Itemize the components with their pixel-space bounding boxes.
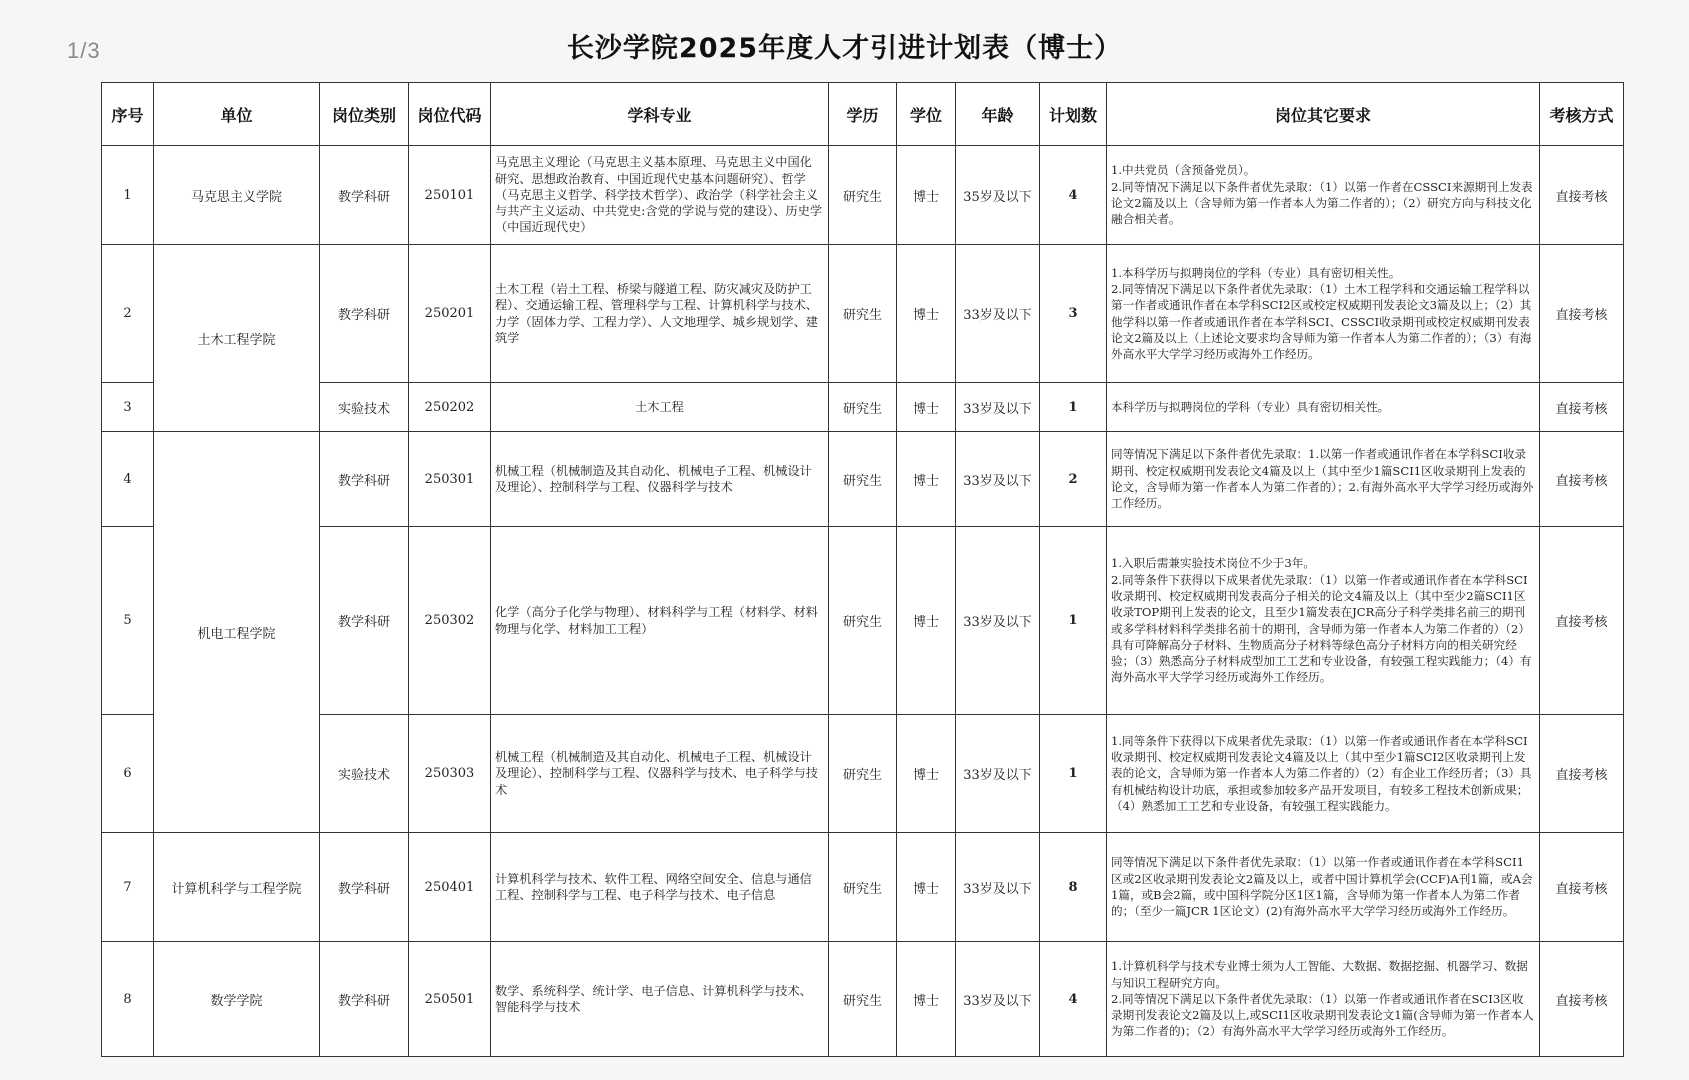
cell-category: 教学科研 [320,245,409,383]
header-subject: 学科专业 [491,83,829,146]
cell-education: 研究生 [829,942,897,1057]
table-row [102,833,1624,942]
cell-count: 1 [1040,715,1107,833]
cell-assessment: 直接考核 [1540,383,1624,432]
requirement-line: 1.中共党员（含预备党员）。 [1111,163,1256,178]
requirement-line: 1.同等条件下获得以下成果者优先录取：（1）以第一作者或通讯作者在本学科SCI收录期刊、校定权威期刊发表论文4篇及以上（其中至少1篇SCI2区收录期刊上发表的论文，含导师为第一作者本人为第二作者的）（2）有企业工作经历者；（3）具有机械结构设计功底，承担或参加较多产品开发项目，有较多工程技术创新成果；（4）熟悉加工工艺和专业设备，有较强工程实践能力。 [1111,733,1532,813]
cell-assessment: 直接考核 [1540,942,1624,1057]
cell-category: 实验技术 [320,383,409,432]
cell-requirements [1107,833,1540,942]
cell-code: 250401 [409,833,491,942]
cell-subject: 计算机科学与技术、软件工程、网络空间安全、信息与通信工程、控制科学与工程、电子科学与技术、电子信息 [491,833,829,942]
cell-seq: 5 [102,527,154,715]
cell-code: 250101 [409,146,491,245]
table-row [102,432,1624,527]
cell-age: 33岁及以下 [956,383,1040,432]
table-row [102,715,1624,833]
cell-category: 教学科研 [320,432,409,527]
cell-age: 33岁及以下 [956,942,1040,1057]
cell-code: 250501 [409,942,491,1057]
cell-subject: 化学（高分子化学与物理）、材料科学与工程（材料学、材料物理与化学、材料加工工程） [491,527,829,715]
cell-seq: 3 [102,383,154,432]
cell-age: 33岁及以下 [956,432,1040,527]
cell-requirements [1107,432,1540,527]
page-indicator: 1/3 [67,38,101,63]
requirement-line: 2.同等情况下满足以下条件者优先录取：（1）以第一作者在CSSCI来源期刊上发表论文2篇及以上（含导师为第一作者本人为第二作者的）；（2）研究方向与科技文化融合相关者。 [1111,179,1533,227]
cell-subject: 机械工程（机械制造及其自动化、机械电子工程、机械设计及理论）、控制科学与工程、仪器科学与技术、电子科学与技术 [491,715,829,833]
cell-unit: 土木工程学院 [154,245,320,432]
cell-code: 250202 [409,383,491,432]
cell-degree: 博士 [897,942,956,1057]
cell-requirements [1107,715,1540,833]
document-title: 长沙学院2025年度人才引进计划表（博士） [566,33,1123,64]
cell-unit: 计算机科学与工程学院 [154,833,320,942]
header-unit: 单位 [154,83,320,146]
cell-category: 教学科研 [320,146,409,245]
cell-count: 8 [1040,833,1107,942]
cell-count: 2 [1040,432,1107,527]
requirement-line: 2.同等情况下满足以下条件者优先录取：（1）以第一作者或通讯作者在SCI3区收录期刊发表论文2篇及以上,或SCI1区收录期刊发表论文1篇(含导师为第一作者本人为第二作者的)；（2）有海外高水平大学学习经历或海外工作经历。 [1111,991,1534,1039]
cell-degree: 博士 [897,432,956,527]
cell-requirements [1107,383,1540,432]
cell-assessment: 直接考核 [1540,245,1624,383]
header-requirements: 岗位其它要求 [1107,83,1540,146]
cell-category: 教学科研 [320,833,409,942]
cell-degree: 博士 [897,383,956,432]
cell-age: 33岁及以下 [956,715,1040,833]
cell-education: 研究生 [829,527,897,715]
cell-requirements [1107,245,1540,383]
cell-education: 研究生 [829,146,897,245]
cell-education: 研究生 [829,715,897,833]
cell-seq: 4 [102,432,154,527]
table-header-row [102,83,1624,146]
cell-unit: 马克思主义学院 [154,146,320,245]
cell-age: 33岁及以下 [956,245,1040,383]
cell-education: 研究生 [829,245,897,383]
requirement-line: 同等情况下满足以下条件者优先录取：（1）以第一作者或通讯作者在本学科SCI1区或2区收录期刊发表论文2篇及以上，或者中国计算机学会(CCF)A刊1篇，或A会1篇，或B会2篇，或中国科学院分区1区1篇，含导师为第一作者本人为第二作者的；（至少一篇JCR 1区论文）(2)有海外高水平大学学习经历或海外工作经历。 [1111,855,1533,919]
cell-subject: 机械工程（机械制造及其自动化、机械电子工程、机械设计及理论）、控制科学与工程、仪器科学与技术 [491,432,829,527]
cell-degree: 博士 [897,245,956,383]
table-row [102,146,1624,245]
header-category: 岗位类别 [320,83,409,146]
cell-degree: 博士 [897,146,956,245]
recruitment-plan-table [101,82,1624,1057]
cell-category: 教学科研 [320,527,409,715]
cell-code: 250201 [409,245,491,383]
cell-age: 33岁及以下 [956,527,1040,715]
requirement-line: 1.计算机科学与技术专业博士须为人工智能、大数据、数据挖掘、机器学习、数据与知识工程研究方向。 [1111,959,1528,990]
cell-education: 研究生 [829,833,897,942]
requirement-line: 同等情况下满足以下条件者优先录取：1.以第一作者或通讯作者在本学科SCI收录期刊、校定权威期刊发表论文4篇及以上（其中至少1篇SCI1区收录期刊上发表的论文，含导师为第一作者本人为第二作者的）；2.有海外高水平大学学习经历或海外工作经历。 [1111,447,1534,511]
table-row [102,527,1624,715]
cell-assessment: 直接考核 [1540,146,1624,245]
cell-seq: 1 [102,146,154,245]
cell-requirements [1107,527,1540,715]
requirement-line: 1.本科学历与拟聘岗位的学科（专业）具有密切相关性。 [1111,265,1401,280]
header-count: 计划数 [1040,83,1107,146]
requirement-line: 2.同等情况下满足以下条件者优先录取：（1）土木工程学科和交通运输工程学科以第一作者或通讯作者在本学科SCI2区或校定权威期刊发表论文3篇及以上；（2）其他学科以第一作者或通讯作者在本学科SCI、CSSCI收录期刊或校定权威期刊发表论文2篇及以上（上述论文要求均含导师为第一作者本人为第二作者的）；（3）有海外高水平大学学习经历或海外工作经历。 [1111,281,1532,362]
cell-degree: 博士 [897,833,956,942]
cell-code: 250303 [409,715,491,833]
cell-age: 33岁及以下 [956,833,1040,942]
cell-assessment: 直接考核 [1540,527,1624,715]
table-row [102,383,1624,432]
requirement-line: 2.同等条件下获得以下成果者优先录取：（1）以第一作者或通讯作者在本学科SCI收录期刊、校定权威期刊发表高分子相关的论文4篇及以上（其中至少2篇SCI1区收录TOP期刊上发表的论文，且至少1篇发表在JCR高分子科学类排名前三的期刊或多学科材料科学类排名前十的期刊，含导师为第一作者本人为第二作者的）（2）具有可降解高分子材料、生物质高分子材料等绿色高分子材料方向的相关研究经验；（3）熟悉高分子材料成型加工工艺和专业设备，有较强工程实践能力；（4）有海外高水平大学学习经历或海外工作经历。 [1111,572,1532,685]
header-seq: 序号 [102,83,154,146]
cell-unit: 数学学院 [154,942,320,1057]
cell-degree: 博士 [897,527,956,715]
cell-age: 35岁及以下 [956,146,1040,245]
cell-subject: 马克思主义理论（马克思主义基本原理、马克思主义中国化研究、思想政治教育、中国近现代史基本问题研究）、哲学（马克思主义哲学、科学技术哲学）、政治学（科学社会主义与共产主义运动、中共党史:含党的学说与党的建设）、历史学（中国近现代史） [491,146,829,245]
header-age: 年龄 [956,83,1040,146]
cell-seq: 7 [102,833,154,942]
cell-education: 研究生 [829,432,897,527]
cell-count: 1 [1040,383,1107,432]
cell-count: 3 [1040,245,1107,383]
header-education: 学历 [829,83,897,146]
cell-seq: 2 [102,245,154,383]
cell-requirements [1107,146,1540,245]
cell-code: 250301 [409,432,491,527]
requirement-line: 1.入职后需兼实验技术岗位不少于3年。 [1111,556,1315,571]
cell-assessment: 直接考核 [1540,833,1624,942]
cell-count: 4 [1040,146,1107,245]
cell-subject: 土木工程（岩土工程、桥梁与隧道工程、防灾减灾及防护工程）、交通运输工程、管理科学与工程、计算机科学与技术、力学（固体力学、工程力学）、人文地理学、城乡规划学、建筑学 [491,245,829,383]
cell-category: 实验技术 [320,715,409,833]
cell-code: 250302 [409,527,491,715]
table-row [102,245,1624,383]
cell-seq: 8 [102,942,154,1057]
requirement-line: 本科学历与拟聘岗位的学科（专业）具有密切相关性。 [1111,399,1390,414]
cell-requirements [1107,942,1540,1057]
cell-degree: 博士 [897,715,956,833]
cell-subject: 数学、系统科学、统计学、电子信息、计算机科学与技术、智能科学与技术 [491,942,829,1057]
header-degree: 学位 [897,83,956,146]
cell-unit: 机电工程学院 [154,432,320,833]
cell-category: 教学科研 [320,942,409,1057]
cell-count: 4 [1040,942,1107,1057]
cell-count: 1 [1040,527,1107,715]
cell-assessment: 直接考核 [1540,715,1624,833]
cell-subject: 土木工程 [491,383,829,432]
header-code: 岗位代码 [409,83,491,146]
cell-assessment: 直接考核 [1540,432,1624,527]
cell-education: 研究生 [829,383,897,432]
table-row [102,942,1624,1057]
header-assessment: 考核方式 [1540,83,1624,146]
cell-seq: 6 [102,715,154,833]
